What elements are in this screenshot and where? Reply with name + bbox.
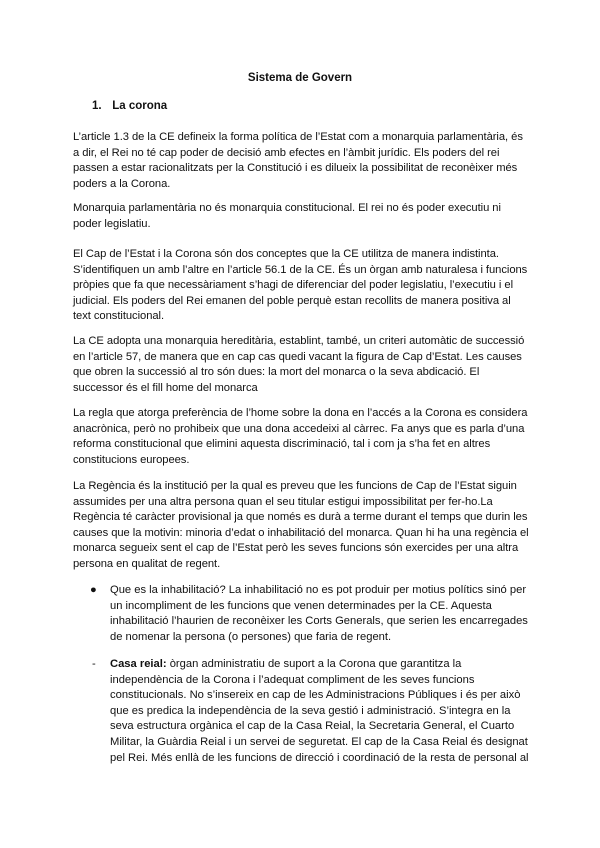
list-item-casa-reial (73, 657, 529, 766)
paragraph-cap-estat: El Cap de l’Estat i la Corona són dos conceptes que la CE utilitza de manera indistinta. S’identifiquen un amb l’altre en l’article 56.1 de la CE. És un òrgan amb naturalesa i funcions pròpies que fa que necessàriament s’hagi de diferenciar del poder legislatiu, l’executiu i el judicial. Els poders del Rei emanen del poble perquè estan recollits de manera positiva al text constitucional. (73, 248, 528, 323)
list-item-term: Casa reial: (110, 658, 167, 670)
paragraph-regencia: La Regència és la institució per la qual es preveu que les funcions de Cap de l’Estat siguin assumides per una altra persona quan el seu titular estigui impossibilitat per fer-ho.La Regència té caràcter provisional ja que només es durà a terme durant el temps que durin les causes que la motivin: minoria d’edat o inhabilitació del monarca. Quan hi ha una regència el monarca segueix sent el cap de l’Estat però les seves funcions són exercides per una altra persona en qualitat de regent. (73, 480, 529, 570)
list-item-inhabilitacio (73, 583, 529, 645)
document-title: Sistema de Govern (247, 72, 353, 84)
dash-marker: - (92, 658, 96, 670)
paragraph-article-1-3: L’article 1.3 de la CE defineix la forma política de l’Estat com a monarquia parlamentària, és a dir, el Rei no té cap poder de decisió amb efectes en l’àmbit jurídic. Els poders del rei passen a estar racionalitzats per la Constitució i es dilueix la possibilitat de reconèixer més poders a la Corona. (73, 131, 523, 190)
section-heading (92, 100, 167, 112)
section-number: 1. (92, 100, 102, 112)
list-item-text: òrgan administratiu de suport a la Corona que garantitza la independència de la Corona i l’adequat compliment de les seves funcions constitucionals. No s’insereix en cap de les Administracions Públiques i és per això que es predica la independència de la seva gestió i administració. S’integra en la seva estructura orgànica el cap de la Casa Reial, la Secretaria General, el Cuarto Militar, la Guàrdia Reial i un servei de seguretat. El cap de la Casa Reial és designat pel Rei. Més enllà de les funcions de direcció i coordinació de la resta de personal al (110, 658, 529, 764)
list-item-text: Que es la inhabilitació? La inhabilitació no es pot produir per motius polítics sinó per un incompliment de les funcions que venen determinades per la CE. Aquesta inhabilitació l’haurien de reconèixer les Corts Generals, que serien les encarregades de nomenar la persona (o persones) que faria de regent. (110, 584, 528, 643)
section-title: La corona (112, 100, 168, 112)
paragraph-preferencia-home: La regla que atorga preferència de l’home sobre la dona en l’accés a la Corona es considera anacrònica, però no prohibeix que una dona accedeixi al càrrec. Fa anys que es parla d’una reforma constitucional que elimini aquesta discriminació, tal i com ja s’ha fet en altres constitucions europees. (73, 407, 528, 466)
dash-list (73, 657, 529, 766)
paragraph-monarquia-parlamentaria: Monarquia parlamentària no és monarquia constitucional. El rei no és poder executiu ni poder legislatiu. (73, 202, 501, 230)
bullet-marker: ● (90, 584, 97, 596)
bullet-list (73, 583, 529, 645)
paragraph-successio: La CE adopta una monarquia hereditària, establint, també, un criteri automàtic de successió en l’article 57, de manera que en cap cas quedi vacant la figura de Cap d’Estat. Les causes que obren la successió al tro són dues: la mort del monarca o la seva abdicació. El successor és el fill home del monarca (73, 335, 525, 394)
